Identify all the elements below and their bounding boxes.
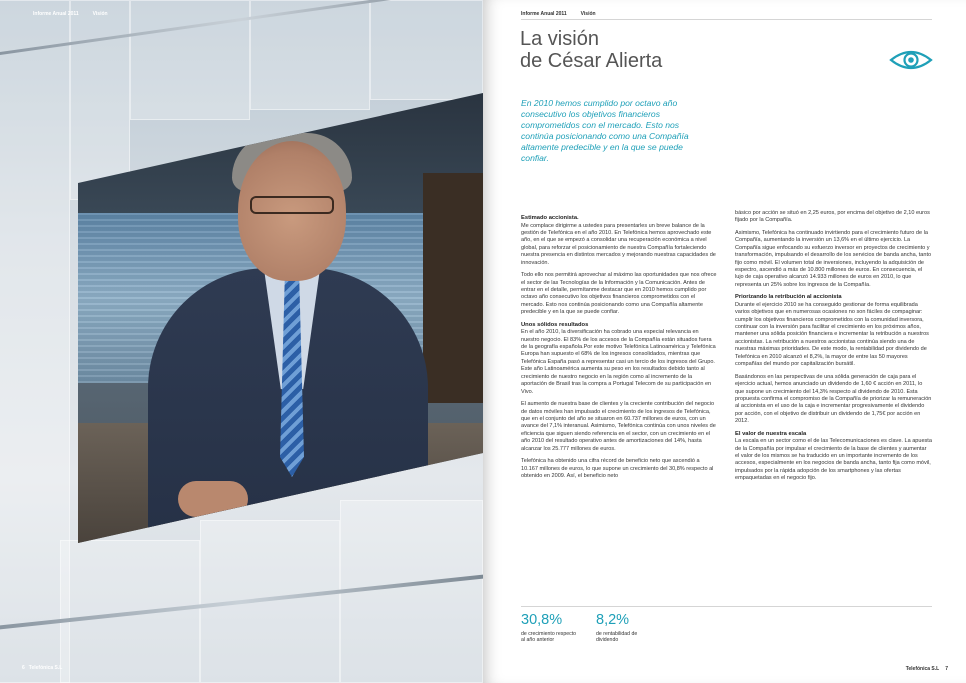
paragraph-text: Basándonos en las perspectivas de una sólida generación de caja para el ejercicio actual, hemos anunciado un dividendo de 1,60 € acción en 2011, lo que supone un crecimiento del 14,3% respecto al dividendo de 2010. Esta propuesta confirma el compromiso de la Compañía de priorizar la remuneración al accionista en el uso de la caja e incrementar progresivamente el dividendo por acción, con el objetivo de distribuir un dividendo de 1,75€ por acción en 2012. (735, 373, 932, 425)
paragraph-heading: El valor de nuestra escala (735, 430, 807, 437)
paragraph-heading: Unos sólidos resultados (521, 321, 589, 328)
title-line-1: La visión (520, 28, 599, 50)
paragraph-heading: Estimado accionista. (521, 215, 579, 222)
stat-value: 30,8% (521, 612, 563, 628)
paragraph-text: Asimismo, Telefónica ha continuado invirtiendo para el crecimiento futuro de la Compañía, aumentando la inversión un 13,6% en el último ejercicio. La Compañía sigue enfocando su esfuerzo inversor en proyectos de crecimiento y transformación, impulsando el desarrollo de los servicios de banda ancha, tanto fijo como móvil. El volumen total de inversiones, incluyendo la adquisición de espectro, ascendió a más de 10.800 millones de euros. En consecuencia, el lujo de caja operativo alcanzó 14.933 millones de euros en 2010, lo que representa un 25% sobre los ingresos de la Compañía. (735, 230, 932, 288)
paragraph-text: La escala en un sector como el de las Telecomunicaciones es clave. La apuesta de la Compañía por impulsar el crecimiento de la base de clientes y aumentar el valor de los mismos se ha traducido en un importante incremento de los accesos, especialmente en los negocios de banda ancha, tanto fija como móvil, impulsados por la rápida adopción de los smartphones y las ofertas empaquetadas en el negocio fijo. (735, 438, 932, 482)
company-name: Telefónica S.L (905, 666, 940, 672)
glass-panel (70, 0, 130, 200)
glass-panel (340, 500, 483, 683)
paragraph-text: básico por acción se situó en 2,25 euros, por encima del objetivo de 2,10 euros fijado por la Compañía. (735, 210, 930, 224)
left-running-header (33, 11, 108, 17)
title-line-2: de César Alierta (520, 50, 663, 72)
stat-value: 8,2% (596, 612, 630, 628)
paragraph (735, 374, 932, 426)
left-footer (22, 665, 62, 671)
stat-growth (521, 612, 579, 644)
paragraph (735, 230, 932, 289)
stat-label: de crecimiento respecto al año anterior (521, 631, 577, 644)
paragraph-text: Todo ello nos permitirá aprovechar al máximo las oportunidades que nos ofrece el sector de las Tecnologías de la Información y la Comunicación. Antes de entrar en el detalle, permítanme destacar que en 2010 hemos cumplido por octavo año consecutivo los objetivos financieros comprometidos con el mercado. Esto nos continúa posicionando como una Compañía altamente predecible y en la que se puede confiar. (521, 272, 717, 316)
company-name: Telefónica S.L (28, 665, 63, 671)
paragraph (521, 401, 718, 453)
stat-label: de rentabilidad de dividendo (596, 631, 638, 644)
paragraph-text: Durante el ejercicio 2010 se ha conseguido gestionar de forma equilibrada varios objetivos que en numerosas ocasiones no son fáciles de compaginar: cumplir los objetivos financieros comprometidos con la comunidad inversora, continuar con la inversión para facilitar el crecimiento en los próximos años, mantener una sólida posición financiera e incrementar la retribución a nuestros accionistas. La retribución a nuestros accionistas continúa siendo una de nuestras máximas prioridades. De este modo, la rentabilidad por dividendo de Telefónica en 2010 alcanzó el 8,2%, la mayor de entre las 50 mayores compañías del mundo por capitalización bursátil. (735, 301, 929, 368)
glass-panel (370, 0, 483, 100)
person-glasses (250, 196, 334, 214)
stat-dividend-yield (596, 612, 654, 644)
paragraph (521, 458, 718, 480)
person-hand (178, 481, 248, 517)
paragraph-heading: Priorizando la retribución al accionista (735, 294, 842, 301)
paragraph (735, 210, 932, 225)
portrait-photo (78, 93, 483, 543)
right-footer (906, 666, 948, 672)
page-title (520, 28, 662, 72)
text-column-1 (521, 210, 718, 486)
stats-divider (521, 606, 932, 607)
eye-icon (889, 48, 933, 72)
section-name: Visión (92, 11, 108, 17)
lead-quote: En 2010 hemos cumplido por octavo año consecutivo los objetivos financieros comprometidos con el mercado. Esto nos continúa posicionando como una Compañía altamente predecible y en la que se puede confiar. (521, 98, 689, 163)
report-name: Informe Anual 2011 (521, 11, 567, 17)
paragraph-text: Me complace dirigirme a ustedes para presentarles un breve balance de la gestión de Telefónica en el año 2010. En Telefónica hemos aprovechado este año, en el que se empezó a consolidar una recuperación económica a nivel global, para reforzar el posicionamiento de nuestra Compañía fortaleciendo nuestra presencia en distintos mercados y mejorando nuestras capacidades de innovación. (521, 222, 716, 266)
paragraph-text: En el año 2010, la diversificación ha cobrado una especial relevancia en nuestro negocio. El 83% de los accesos de la Compañía están situados fuera de la geografía española.Por este motivo Telefónica Latinoamérica y Telefónica Europa han supuesto el 68% de los ingresos consolidados, mientras que Telefónica España pasó a representar casi un tercio de los ingresos del Grupo. Este año Latinoamérica aumenta su peso en los resultados debido tanto al crecimiento de nuestro negocio en la región como al incremento de la aportación de Brasil tras la compra a Portugal Telecom de su participación en Vivo. (521, 329, 716, 395)
right-running-header (521, 11, 596, 17)
page-number: 6 (22, 665, 25, 671)
paragraph-text: Telefónica ha obtenido una cifra récord de beneficio neto que ascendió a 10.167 millones de euros, lo que supone un crecimiento del 30,8% respecto al obtenido en 2009. Así, el beneficio neto (521, 458, 714, 479)
header-divider (521, 19, 932, 20)
right-page (483, 0, 966, 683)
report-name: Informe Anual 2011 (33, 11, 79, 17)
glass-panel (130, 0, 250, 120)
section-name: Visión (580, 11, 596, 17)
text-column-2 (735, 210, 932, 488)
photo-bookshelf (423, 173, 483, 403)
paragraph-text: El aumento de nuestra base de clientes y la creciente contribución del negocio de datos móviles han impulsado el crecimiento de los ingresos de Telefónica, que en el conjunto del año se situaron en 60.737 millones de euros, con un avance del 7,1% interanual. Asimismo, Telefónica continúa con unos niveles de eficiencia que siguen siendo referencia en el sector, con un crecimiento en el año 2010 del resultado operativo antes de amortizaciones del 14%, hasta alcanzar los 25.777 millones de euros. (521, 401, 716, 452)
paragraph (521, 272, 718, 316)
page-number: 7 (945, 666, 948, 672)
